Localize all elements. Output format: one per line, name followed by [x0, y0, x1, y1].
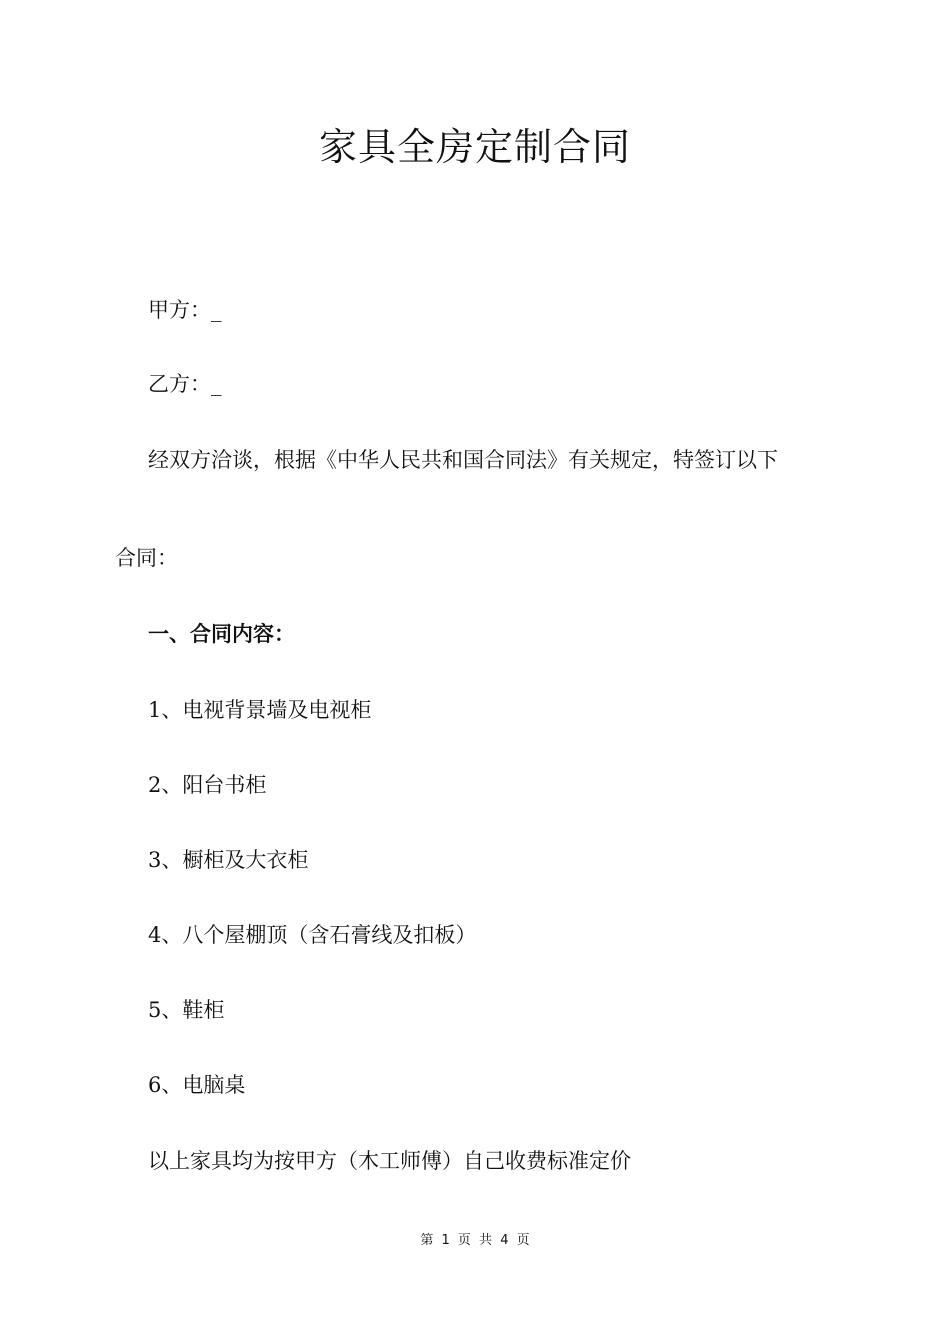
document-title: 家具全房定制合同: [318, 125, 631, 169]
intro-paragraph-line-1: 经双方洽谈，根据《中华人民共和国合同法》有关规定，特签订以下: [148, 448, 778, 472]
list-item: 6、电脑桌: [148, 1073, 246, 1097]
section-heading: 一、合同内容：: [148, 622, 295, 646]
intro-paragraph-line-2: 合同：: [115, 546, 178, 570]
pricing-note: 以上家具均为按甲方（木工师傅）自己收费标准定价: [148, 1149, 631, 1173]
list-item: 4、八个屋棚顶（含石膏线及扣板）: [148, 923, 477, 947]
page-number-footer: 第 1 页 共 4 页: [420, 1233, 530, 1248]
list-item: 1、电视背景墙及电视柜: [148, 698, 372, 722]
list-item: 2、阳台书柜: [148, 773, 267, 797]
party-a-line: 甲方：_: [148, 298, 222, 322]
list-item: 3、橱柜及大衣柜: [148, 848, 309, 872]
list-item: 5、鞋柜: [148, 998, 225, 1022]
party-b-line: 乙方：_: [148, 372, 222, 396]
